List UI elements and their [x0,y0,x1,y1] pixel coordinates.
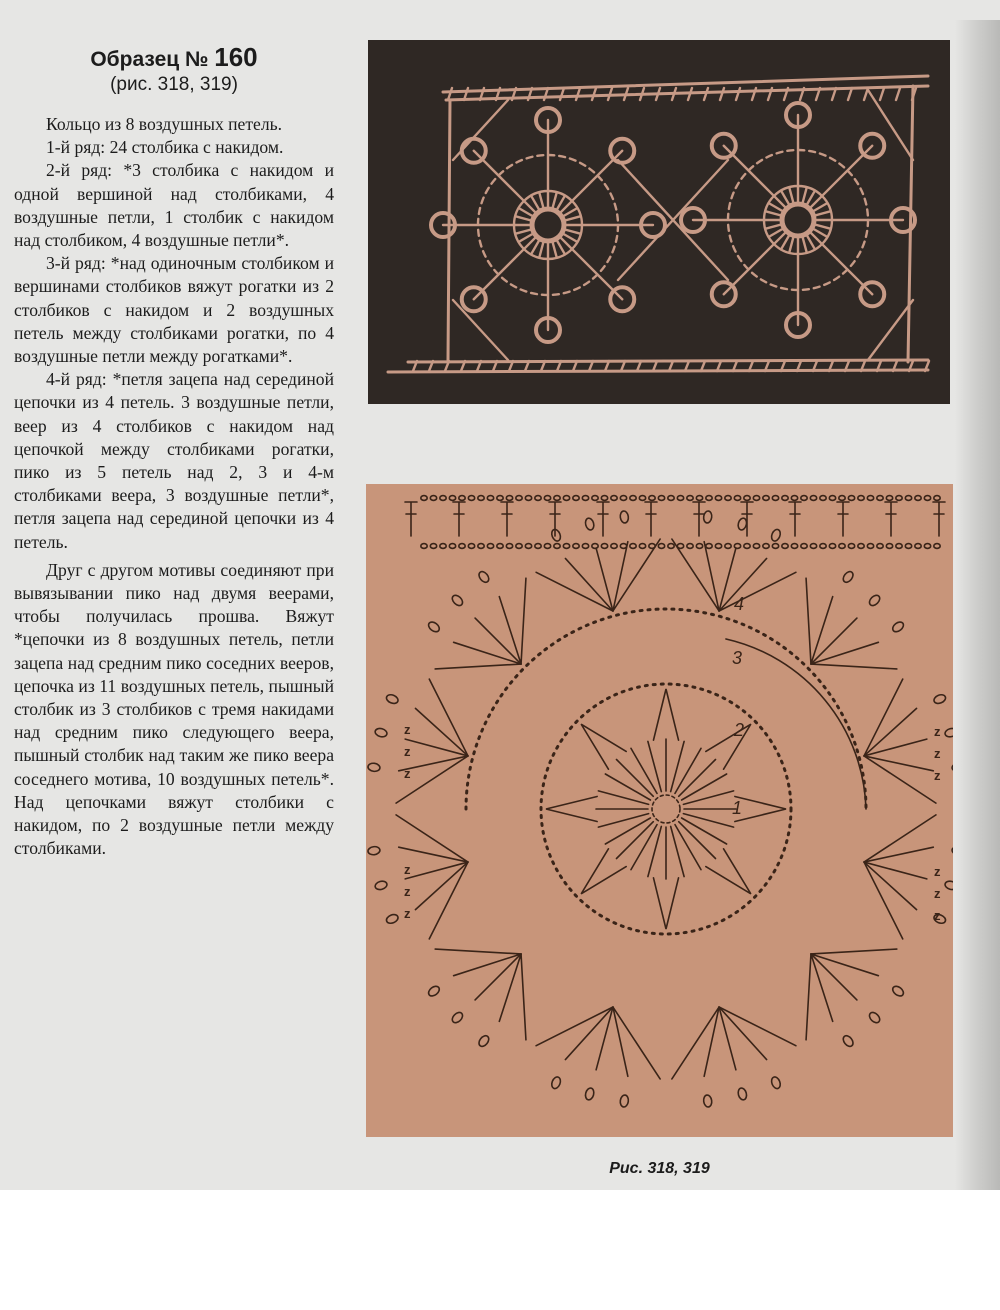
chain-stitch [763,544,769,549]
picot [427,620,441,634]
lace-stitch [813,211,830,216]
chain-stitch [497,496,503,501]
fan-stitch [521,578,526,664]
picot [477,570,491,584]
lace-strip [388,76,929,372]
lace-stitch [802,235,807,252]
lace-band-bar [704,88,708,100]
join-mark: z [404,766,411,781]
row1-stitch [683,791,733,804]
lace-stitch [813,224,830,229]
chain-stitch [516,496,522,501]
chain-stitch [592,544,598,549]
lace-stitch [515,229,532,234]
chain-stitch [867,496,873,501]
fan-stitch [719,1007,796,1046]
lace-band-bar [560,88,564,100]
treble-stitch [453,502,465,536]
picot [477,1034,491,1048]
picot [385,693,399,705]
chain-stitch [782,544,788,549]
chain-stitch [829,544,835,549]
treble-stitch [885,502,897,536]
chain-stitch [544,544,550,549]
join-mark: z [404,744,411,759]
picot [737,517,748,531]
title-prefix: Образец № [90,48,209,71]
picot [550,528,562,542]
chain-stitch [753,496,759,501]
treble-stitch [549,502,561,536]
fan-stitch [806,954,811,1040]
chain-stitch [582,544,588,549]
row2-cluster [653,878,678,929]
row4-fan [864,679,953,803]
join-mark: z [934,746,941,761]
picot [933,693,947,705]
chain-stitch [687,496,693,501]
chart-drawing [367,496,953,1108]
chain-stitch [810,544,816,549]
chain-stitch [611,496,617,501]
chain-stitch [459,544,465,549]
lace-stitch [515,216,532,221]
lace-stitch [563,229,580,234]
row2-cluster [653,689,678,740]
treble-stitch [645,502,657,536]
row-label-3: 3 [732,648,743,668]
picot [868,1011,882,1025]
picot [952,763,953,773]
chain-stitch [848,496,854,501]
picot [891,620,905,634]
chain-stitch [535,544,541,549]
chain-stitch [744,544,750,549]
row1-stitch [671,826,684,876]
treble-stitch [597,502,609,536]
center-ring [652,795,680,823]
chain-stitch [820,496,826,501]
join-mark: z [404,906,411,921]
treble-stitch [405,502,417,536]
chain-stitch [896,544,902,549]
picot [450,1011,464,1025]
lace-stitch [765,211,782,216]
chain-stitch [877,544,883,549]
chain-stitch [791,496,797,501]
chain-stitch [924,496,930,501]
chain-stitch [639,544,645,549]
picot [868,593,882,607]
picot [584,517,595,531]
paragraph-row-4: 4-й ряд: *петля зацепа над серединой цепочки из 4 петель. 3 воздушные петли, веер из 4 столбиков с накидом над цепочкой между столбиками рогатки, пико из 5 петель над 2, 3 и 4-м столбиками веера, 3 воздушные петли*, петля зацепа над серединой цепочки из 4 петель. [14,369,334,552]
lace-motif [681,103,915,337]
chain-stitch [801,544,807,549]
fan-stitch [811,664,897,669]
paragraph-ring: Кольцо из 8 воздушных петель. [46,114,283,134]
lace-band-bar [448,88,452,100]
row1-stitch [648,826,661,876]
fan-stitch [435,664,521,669]
chain-stitch [753,544,759,549]
paragraph-row-2: 2-й ряд: *3 столбика с накидом и одной вершиной над столбиками, 4 воздушные петли, 1 столбик с накидом над столбиком, 4 воздушные петли*. [14,160,334,251]
lace-stitch [765,224,782,229]
chain-stitch [506,544,512,549]
picot [703,1095,713,1108]
fan-stitch [536,1007,613,1046]
row2-chain-ring [541,684,791,934]
row1-stitch [648,741,661,791]
chain-stitch [744,496,750,501]
chain-stitch [459,496,465,501]
lace-stitch [539,192,544,209]
lace-stitch [789,235,794,252]
chain-stitch [905,544,911,549]
picot [584,1087,595,1101]
figure-reference: (рис. 318, 319) [110,74,238,95]
chain-stitch [791,544,797,549]
picot [737,1087,748,1101]
picot [450,593,464,607]
row1-stitch [598,791,648,804]
row2-cluster [735,796,786,821]
picot [620,1095,630,1108]
row4-fan [672,1007,796,1108]
lace-stitch [552,240,557,257]
figure-caption: Рис. 318, 319 [609,1160,710,1177]
paragraph-row-1: 1-й ряд: 24 столбика с накидом. [46,137,284,158]
fan-stitch [719,572,796,611]
fan-stitch [811,949,897,954]
picot [620,510,630,523]
picot [427,984,441,998]
fan-stitch [864,679,903,756]
chain-stitch [934,496,940,501]
picot [944,727,953,738]
chain-stitch [525,544,531,549]
chain-stitch [668,496,674,501]
chain-stitch [801,496,807,501]
chain-stitch [782,496,788,501]
chain-stitch [516,544,522,549]
chain-stitch [858,496,864,501]
picot [385,913,399,925]
chain-stitch [601,544,607,549]
join-mark: z [934,724,941,739]
lace-photo-image [368,40,950,404]
chain-stitch [582,496,588,501]
row4-fan [806,949,905,1048]
chain-stitch [810,496,816,501]
lace-photo [368,40,950,404]
chain-stitch [478,544,484,549]
chain-stitch [725,544,731,549]
picot [703,510,713,523]
chain-stitch [449,544,455,549]
chain-stitch [668,544,674,549]
chain-stitch [620,496,626,501]
chain-stitch [725,496,731,501]
chain-stitch [430,496,436,501]
instructions-column [14,44,334,861]
lace-band-bar [576,88,580,100]
chain-stitch [829,496,835,501]
join-mark: z [934,864,941,879]
chain-stitch [658,496,664,501]
picot [841,570,855,584]
chain-stitch [468,496,474,501]
chain-stitch [839,496,845,501]
picot [770,1076,782,1090]
crochet-chart [366,484,953,1137]
chain-stitch [601,496,607,501]
row3-arc [726,639,866,809]
chain-stitch [915,544,921,549]
chain-stitch [592,496,598,501]
chain-stitch [905,496,911,501]
lace-motif [431,108,665,342]
chain-stitch [573,496,579,501]
chain-stitch [563,496,569,501]
lace-band-bar [592,88,596,100]
row4-fan [806,570,905,669]
chain-stitch [449,496,455,501]
chain-stitch [535,496,541,501]
fan-stitch [806,578,811,664]
chain-stitch [839,544,845,549]
chain-stitch [677,496,683,501]
chain-stitch [896,496,902,501]
picot [952,846,953,856]
lace-stitch [563,216,580,221]
lace-stitch [789,187,794,204]
chain-stitch [440,496,446,501]
row-label-1: 1 [732,798,743,818]
lace-stitch [539,240,544,257]
chain-stitch [715,544,721,549]
chain-stitch [734,496,740,501]
chain-stitch [421,496,427,501]
lace-band-bar [736,88,740,100]
row-label-4: 4 [734,594,745,614]
lace-stitch [802,187,807,204]
treble-stitch [741,502,753,536]
chain-stitch [649,496,655,501]
chain-stitch [525,496,531,501]
page-gutter [955,20,1000,1190]
fan-stitch [435,949,521,954]
paragraph-joining: Друг с другом мотивы соединяют при вывязывании пико над двумя веерами, чтобы получилась прошва. Вяжут *цепочки из 8 воздушных петель, петли зацепа над средним пико соседних вееров, цепочка из 11 воздушных петель, пышный столбик из 3 столбиков с тремя накидами над средним пико следующего веера, пышный столбик над таким же пико веера соседнего мотива, 10 воздушных петель*. Над цепочками вяжут столбики с накидом, по 2 воздушные петли между столбиками. [14,559,334,859]
lace-band-bar [896,88,900,100]
chain-stitch [772,544,778,549]
chain-stitch [886,544,892,549]
picot [770,528,782,542]
chain-stitch [544,496,550,501]
treble-stitch [501,502,513,536]
chain-stitch [772,496,778,501]
row1-stitch [671,741,684,791]
chain-stitch [430,544,436,549]
treble-stitch [837,502,849,536]
row4-fan [427,570,526,669]
chain-stitch [820,544,826,549]
join-mark: z [404,722,411,737]
chain-stitch [630,544,636,549]
fan-stitch [429,679,468,756]
picot [367,846,380,856]
chain-stitch [715,496,721,501]
row4-fan [536,1007,660,1108]
chain-stitch [506,496,512,501]
picot [944,880,953,891]
fan-stitch [521,954,526,1040]
chain-stitch [630,496,636,501]
chain-stitch [848,544,854,549]
chain-stitch [421,544,427,549]
chain-stitch [487,544,493,549]
picot [891,984,905,998]
lace-band-bar [880,88,884,100]
treble-stitch [933,502,945,536]
lace-band-bar [720,88,724,100]
fan-stitch [429,862,468,939]
fan-stitch [536,572,613,611]
chain-stitch [696,496,702,501]
lace-stitch [552,192,557,209]
row1-stitch [683,814,733,827]
row1-stitch [598,814,648,827]
picot [367,763,380,773]
join-mark: z [934,768,941,783]
picot [841,1034,855,1048]
paragraph-row-3: 3-й ряд: *над одиночным столбиком и вершинами столбиков вяжут рогатки из 2 столбиков с накидом и 2 воздушных петель между столбиками рогатки, по 4 воздушные петли между рогатками*. [14,253,334,367]
chain-stitch [658,544,664,549]
chain-stitch [687,544,693,549]
chain-stitch [734,544,740,549]
join-mark: z [404,862,411,877]
row4-fan [367,679,468,803]
chain-stitch [934,544,940,549]
chain-stitch [554,544,560,549]
chain-stitch [563,544,569,549]
row4-fan [367,815,468,939]
join-mark: z [404,884,411,899]
chain-stitch [696,544,702,549]
picot [550,1076,562,1090]
chain-stitch [554,496,560,501]
join-mark: z [934,886,941,901]
chain-stitch [573,544,579,549]
chain-stitch [858,544,864,549]
chain-stitch [924,544,930,549]
chain-stitch [867,544,873,549]
pattern-title [14,44,334,73]
chain-stitch [468,544,474,549]
chain-stitch [639,496,645,501]
chain-stitch [706,544,712,549]
row4-fan [427,949,526,1048]
row2-cluster [546,796,597,821]
chain-stitch [706,496,712,501]
chain-stitch [886,496,892,501]
title-number: 160 [214,42,258,72]
row-label-2: 2 [734,720,745,740]
chain-stitch [611,544,617,549]
crochet-chart-diagram [366,484,953,1137]
chain-stitch [763,496,769,501]
chain-stitch [497,544,503,549]
chain-stitch [440,544,446,549]
picot [374,727,388,738]
join-mark: z [934,908,941,923]
chain-stitch [487,496,493,501]
fan-stitch [864,862,903,939]
picot [374,880,388,891]
chain-stitch [877,496,883,501]
chain-stitch [915,496,921,501]
chain-stitch [478,496,484,501]
treble-stitch [789,502,801,536]
